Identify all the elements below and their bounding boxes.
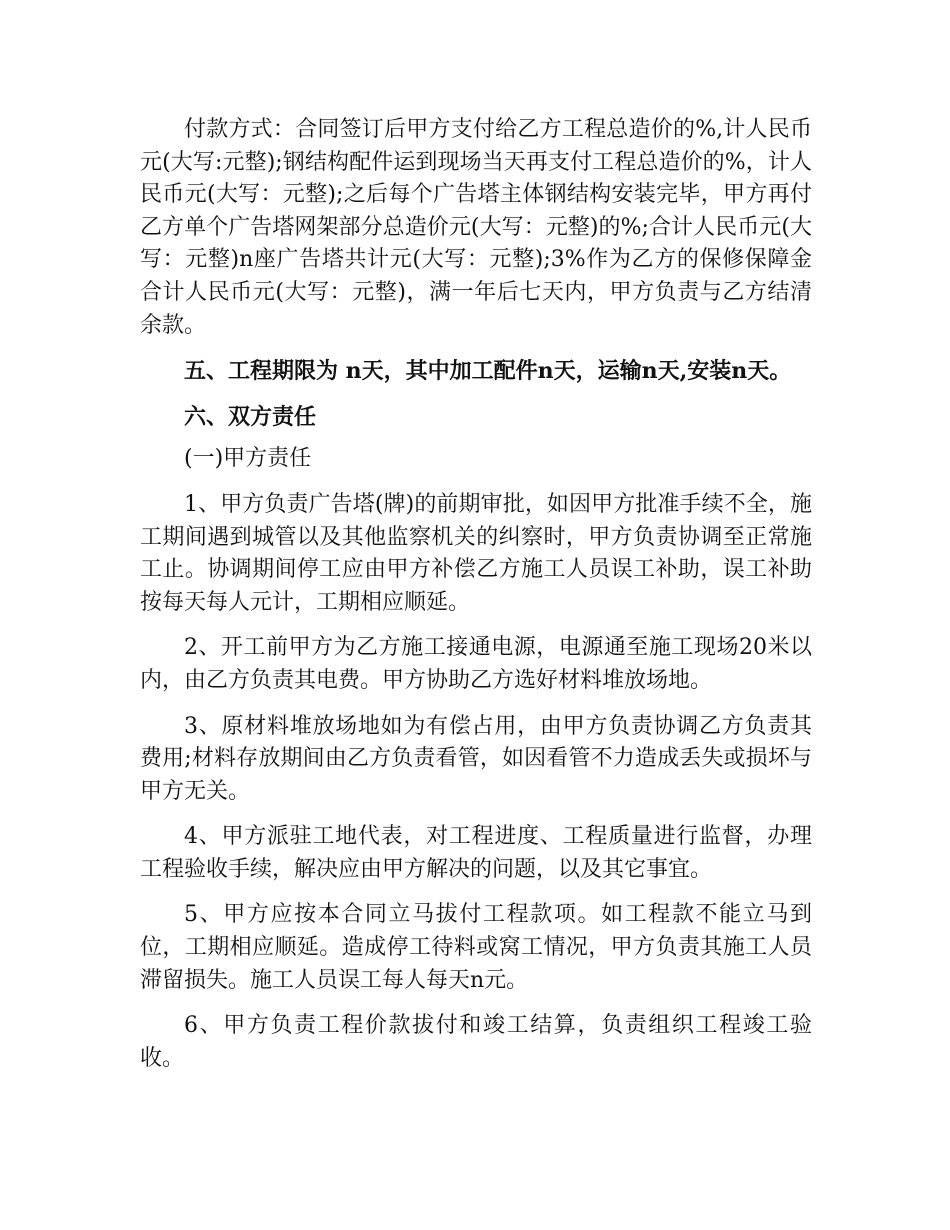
clause-6-paragraph: 6、甲方负责工程价款拔付和竣工结算，负责组织工程竣工验收。 <box>140 1013 812 1071</box>
clause-3-paragraph: 3、原材料堆放场地如为有偿占用，由甲方负责协调乙方负责其费用;材料存放期间由乙方负责看管，如因看管不力造成丢失或损坏与甲方无关。 <box>140 713 812 804</box>
section-six-heading: 六、双方责任 <box>184 403 317 430</box>
section-five-heading: 五、工程期限为 n天，其中加工配件n天，运输n天,安装n天。 <box>184 358 792 385</box>
clause-5-paragraph: 5、甲方应按本合同立马拔付工程款项。如工程款不能立马到位，工期相应顺延。造成停工待料或窝工情况，甲方负责其施工人员滞留损失。施工人员误工每人每天n元。 <box>140 902 812 993</box>
payment-terms-paragraph: 付款方式：合同签订后甲方支付给乙方工程总造价的%,计人民币元(大写:元整);钢结构配件运到现场当天再支付工程总造价的%，计人民币元(大写：元整);之后每个广告塔主体钢结构安装完毕，甲方再付乙方单个广告塔网架部分总造价元(大写：元整)的%;合计人民币元(大写：元整)n座广告塔共计元(大写：元整);3%作为乙方的保修保障金合计人民币元(大写：元整)，满一年后七天内，甲方负责与乙方结清余款。 <box>140 117 812 338</box>
document-page <box>140 114 812 1075</box>
clause-1-paragraph: 1、甲方负责广告塔(牌)的前期审批，如因甲方批准手续不全，施工期间遇到城管以及其他监察机关的纠察时，甲方负责协调至正常施工止。协调期间停工应由甲方补偿乙方施工人员误工补助，误工补助按每天每人元计，工期相应顺延。 <box>140 491 812 615</box>
clause-4-paragraph: 4、甲方派驻工地代表，对工程进度、工程质量进行监督，办理工程验收手续，解决应由甲方解决的问题，以及其它事宜。 <box>140 824 812 882</box>
party-a-subheading: (一)甲方责任 <box>184 446 312 472</box>
clause-2-paragraph: 2、开工前甲方为乙方施工接通电源，电源通至施工现场20米以内，由乙方负责其电费。甲方协助乙方选好材料堆放场地。 <box>140 635 812 693</box>
